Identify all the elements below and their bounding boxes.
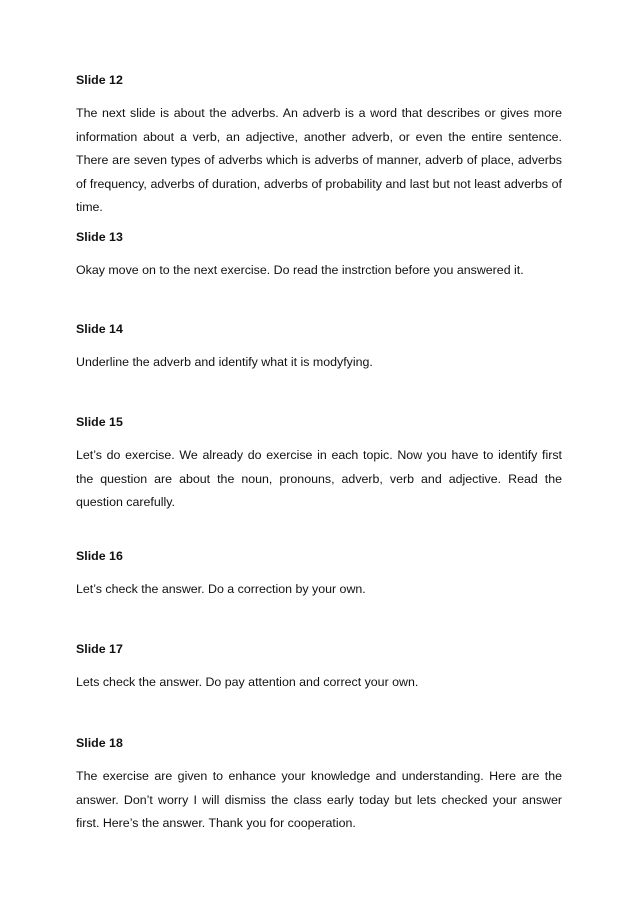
slide-12-section	[76, 73, 562, 220]
slide-15-section	[76, 415, 562, 515]
slide-heading: Slide 16	[76, 549, 123, 563]
slide-text: Underline the adverb and identify what it is modyfying.	[76, 355, 373, 369]
slide-text: Let’s check the answer. Do a correction by your own.	[76, 582, 366, 596]
slide-heading: Slide 18	[76, 736, 123, 750]
slide-text: Okay move on to the next exercise. Do read the instrction before you answered it.	[76, 263, 524, 277]
slide-18-section	[76, 736, 562, 836]
slide-heading: Slide 15	[76, 415, 123, 429]
slide-heading: Slide 14	[76, 322, 123, 336]
slide-text: The exercise are given to enhance your knowledge and understanding. Here are the answer. Don’t worry I will dismiss the class early today but lets checked your answer first. Here’s the answer. Thank you for cooperation.	[76, 769, 562, 830]
slide-heading: Slide 13	[76, 230, 123, 244]
slide-16-section	[76, 549, 562, 602]
slide-text: Let’s do exercise. We already do exercise in each topic. Now you have to identify first the question are about the noun, pronouns, adverb, verb and adjective. Read the question carefully.	[76, 448, 562, 509]
slide-text: The next slide is about the adverbs. An adverb is a word that describes or gives more information about a verb, an adjective, another adverb, or even the entire sentence. There are seven types of adverbs which is adverbs of manner, adverb of place, adverbs of frequency, adverbs of duration, adverbs of probability and last but not least adverbs of time.	[76, 106, 562, 214]
slide-text: Lets check the answer. Do pay attention and correct your own.	[76, 675, 419, 689]
slide-17-section	[76, 642, 562, 695]
slide-heading: Slide 12	[76, 73, 123, 87]
slide-13-section	[76, 230, 562, 283]
slide-heading: Slide 17	[76, 642, 123, 656]
slide-14-section	[76, 322, 562, 375]
